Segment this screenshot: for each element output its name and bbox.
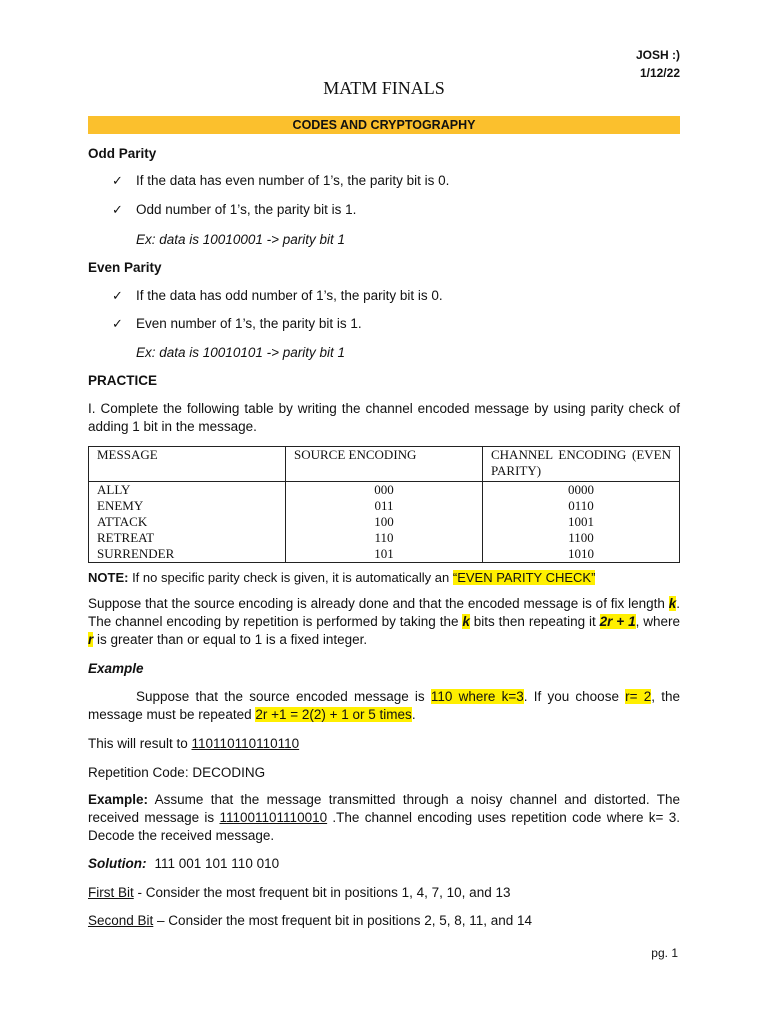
second-bit-text: – Consider the most frequent bit in positions 2, 5, 8, 11, and 14 — [153, 913, 533, 928]
table-row — [89, 546, 680, 563]
example-paragraph — [88, 688, 680, 724]
decoding-text: .The channel encoding uses repetition code where k= 3. Decode the received message. — [88, 810, 680, 843]
first-bit-label: First Bit — [88, 885, 134, 900]
decoding-example-label: Example: — [88, 792, 149, 807]
second-bit-label: Second Bit — [88, 913, 154, 928]
repetition-text: Suppose that the source encoding is already done and that the encoded message is of fix length — [88, 596, 669, 611]
table-header-cell: CHANNEL ENCODING (EVEN PARITY) — [483, 447, 680, 482]
solution-label: Solution: — [88, 856, 147, 871]
table-cell: ATTACK — [89, 514, 286, 530]
variable-k: k — [668, 596, 677, 611]
solution-line — [88, 855, 279, 873]
odd-parity-rule-1: If the data has even number of 1’s, the parity bit is 0. — [136, 173, 450, 188]
table-cell: 1010 — [483, 546, 680, 563]
note-label: NOTE: — [88, 570, 129, 585]
practice-heading: PRACTICE — [88, 373, 158, 388]
repetition-text: is greater than or equal to 1 is a fixed integer. — [93, 632, 368, 647]
table-header-row — [89, 447, 680, 482]
table-header-cell: MESSAGE — [89, 447, 286, 482]
even-parity-example: Ex: data is 10010101 -> parity bit 1 — [136, 345, 346, 360]
table-row — [89, 498, 680, 514]
variable-k: k — [462, 614, 470, 629]
repetition-text: . The channel encoding by repetition is performed by taking the — [88, 596, 680, 629]
received-message: 111001101110010 — [219, 810, 328, 825]
table-cell: 1001 — [483, 514, 680, 530]
table-row — [89, 530, 680, 546]
solution-value: 111 001 101 110 010 — [154, 856, 280, 871]
page-number: pg. 1 — [651, 946, 678, 960]
table-cell: SURRENDER — [89, 546, 286, 563]
example-text: Suppose that the source encoded message is — [136, 689, 431, 704]
example-highlight: 2r +1 = 2(2) + 1 or 5 times — [255, 707, 412, 722]
result-label: This will result to — [88, 736, 192, 751]
table-cell: 011 — [286, 498, 483, 514]
practice-instruction: I. Complete the following table by writing the channel encoded message by using parity check of adding 1 bit in the message. — [88, 401, 680, 434]
table-cell: 110 — [286, 530, 483, 546]
odd-parity-rule-2: Odd number of 1’s, the parity bit is 1. — [136, 202, 357, 217]
example-highlight: r= 2 — [625, 689, 652, 704]
second-bit-line — [88, 912, 532, 930]
note-line — [88, 569, 595, 587]
even-parity-rule-1: If the data has odd number of 1’s, the parity bit is 0. — [136, 288, 443, 303]
odd-parity-example: Ex: data is 10010001 -> parity bit 1 — [136, 232, 346, 247]
parity-table — [88, 446, 680, 563]
example-highlight: 110 where k=3 — [430, 689, 524, 704]
table-cell: ENEMY — [89, 498, 286, 514]
table-header-cell: SOURCE ENCODING — [286, 447, 483, 482]
check-icon: ✓ — [112, 173, 123, 188]
repetition-text: , where — [635, 614, 681, 629]
table-cell: ALLY — [89, 482, 286, 499]
decoding-heading: Repetition Code: DECODING — [88, 765, 266, 780]
author-block — [636, 46, 680, 82]
table-cell: 100 — [286, 514, 483, 530]
example-text: . — [411, 707, 416, 722]
even-parity-rule-2: Even number of 1’s, the parity bit is 1. — [136, 316, 362, 331]
repetition-formula: 2r + 1 — [599, 614, 636, 629]
author-name: JOSH :) — [635, 48, 680, 62]
result-line — [88, 735, 299, 753]
document-title: MATM FINALS — [323, 78, 445, 98]
result-value: 110110110110110 — [191, 736, 300, 751]
section-banner: CODES AND CRYPTOGRAPHY — [88, 116, 680, 134]
document-date: 1/12/22 — [639, 66, 680, 80]
table-cell: 1100 — [483, 530, 680, 546]
even-parity-heading: Even Parity — [88, 260, 162, 275]
example-text: , the message must be repeated — [88, 689, 681, 722]
table-row — [89, 514, 680, 530]
table-cell: 101 — [286, 546, 483, 563]
check-icon: ✓ — [112, 202, 123, 217]
check-icon: ✓ — [112, 288, 123, 303]
table-cell: 0000 — [483, 482, 680, 499]
variable-r: r — [88, 632, 94, 647]
table-cell: 000 — [286, 482, 483, 499]
table-cell: RETREAT — [89, 530, 286, 546]
repetition-text: bits then repeating it — [469, 614, 600, 629]
repetition-paragraph — [88, 595, 680, 649]
table-cell: 0110 — [483, 498, 680, 514]
note-text: If no specific parity check is given, it is automatically an — [128, 570, 453, 585]
first-bit-line — [88, 884, 510, 902]
check-icon: ✓ — [112, 316, 123, 331]
note-highlight: “EVEN PARITY CHECK” — [452, 570, 596, 585]
table-row — [89, 482, 680, 499]
example-text: . If you choose — [523, 689, 626, 704]
example-heading: Example — [88, 661, 144, 676]
decoding-example — [88, 791, 680, 845]
odd-parity-heading: Odd Parity — [88, 146, 157, 161]
decoding-text: Assume that the message transmitted through a noisy channel and distorted. The received message is — [88, 792, 680, 825]
first-bit-text: - Consider the most frequent bit in positions 1, 4, 7, 10, and 13 — [133, 885, 511, 900]
